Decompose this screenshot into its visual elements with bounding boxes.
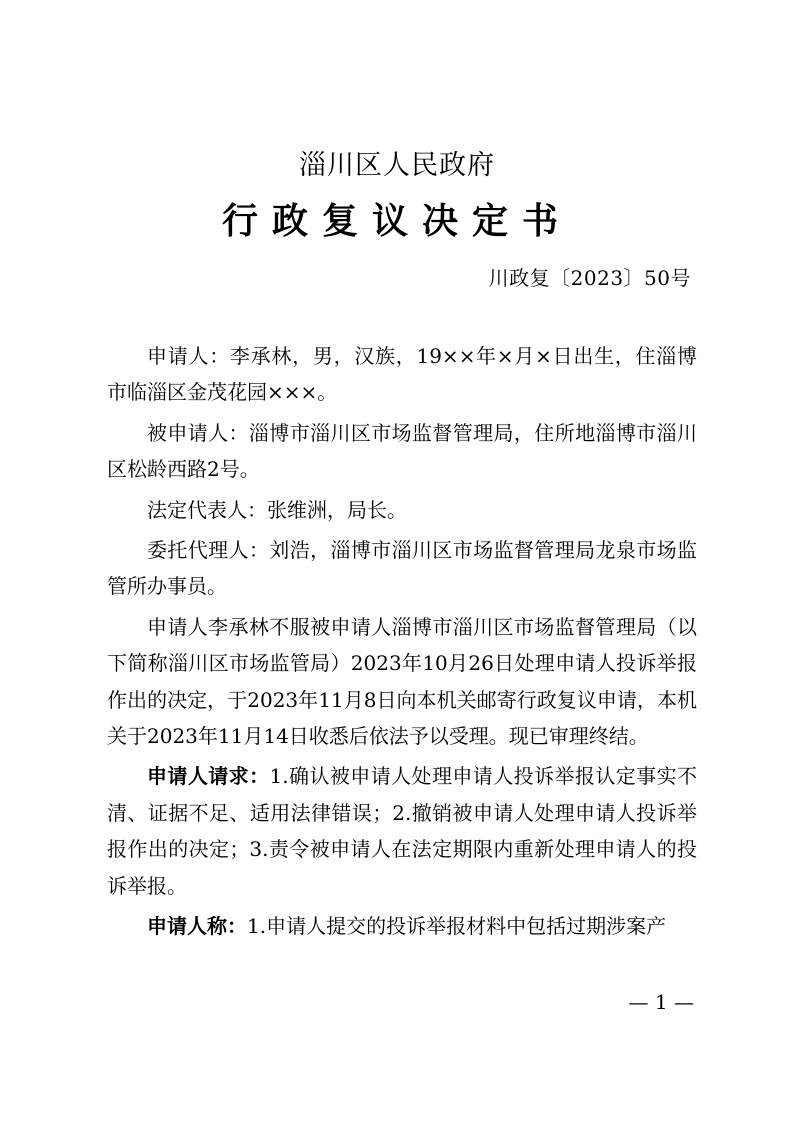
claims-label: 申请人称： bbox=[147, 914, 247, 939]
issuing-authority: 淄川区人民政府 bbox=[299, 150, 495, 181]
requests-label: 申请人请求： bbox=[147, 764, 270, 789]
document-number: 川政复〔2023〕50号 bbox=[488, 266, 691, 290]
document-title: 行政复议决定书 bbox=[221, 200, 572, 242]
paragraph-case-summary: 申请人李承林不服被申请人淄博市淄川区市场监督管理局（以下简称淄川区市场监管局）2023年10月26日处理申请人投诉举报作出的决定，于2023年11月8日向本机关邮寄行政复议申请，本机关于2023年11月14日收悉后依法予以受理。现已审理终结。 bbox=[107, 614, 697, 749]
paragraph-applicant-requests: 申请人请求：1.确认被申请人处理申请人投诉举报认定事实不清、证据不足、适用法律错误；2.撤销被申请人处理申请人投诉举报作出的决定；3.责令被申请人在法定期限内重新处理申请人的投诉举报。 bbox=[107, 764, 698, 898]
document-body bbox=[107, 338, 697, 949]
paragraph-respondent: 被申请人：淄博市淄川区市场监督管理局，住所地淄博市淄川区松龄西路2号。 bbox=[107, 420, 697, 482]
paragraph-legal-representative: 法定代表人：张维洲，局长。 bbox=[147, 497, 407, 522]
paragraph-agent: 委托代理人：刘浩，淄博市淄川区市场监督管理局龙泉市场监管所办事员。 bbox=[107, 538, 697, 599]
paragraph-applicant: 申请人：李承林，男，汉族，19××年×月×日出生，住淄博市临淄区金茂花园×××。 bbox=[107, 344, 697, 405]
paragraph-applicant-claims: 申请人称：1.申请人提交的投诉举报材料中包括过期涉案产 bbox=[147, 914, 667, 939]
page-number: — 1 — bbox=[628, 990, 694, 1014]
